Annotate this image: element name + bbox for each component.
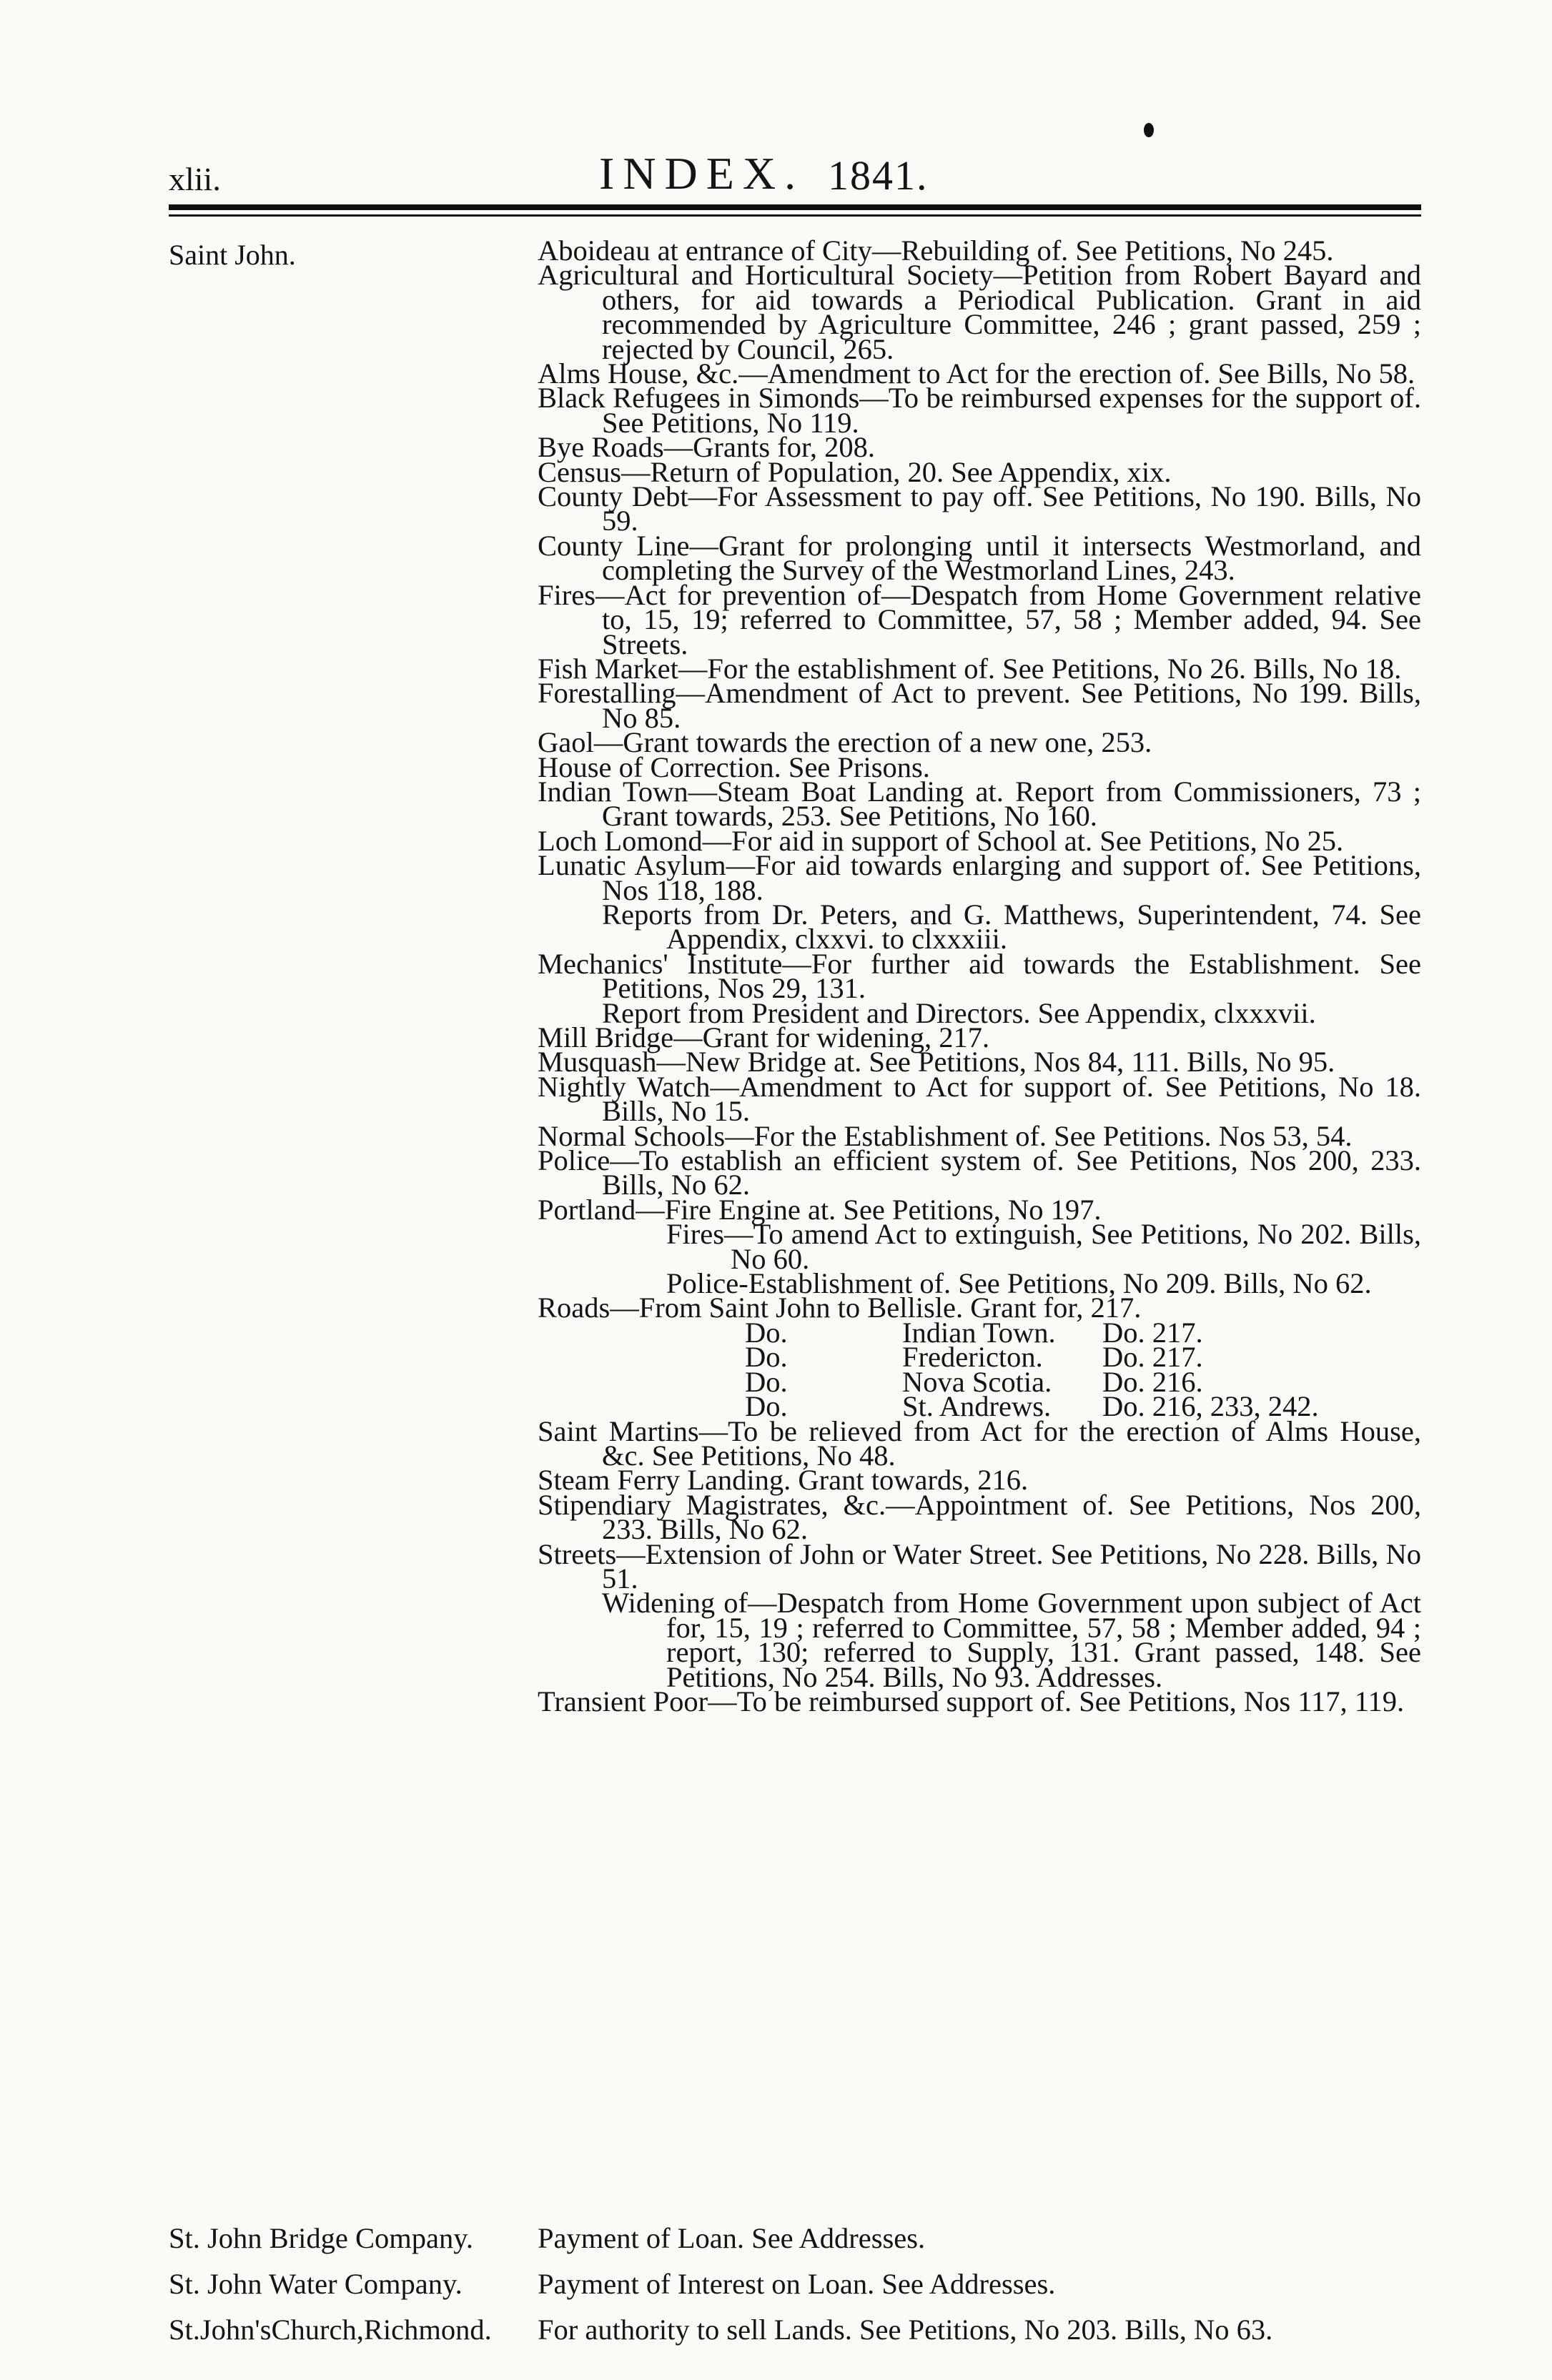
index-subentry: Fires—To amend Act to extinguish, See Petitions, No 202. Bills, No 60. — [666, 1218, 1421, 1275]
page-header — [0, 140, 1552, 197]
ink-spot — [1144, 123, 1154, 137]
company-text: Payment of Interest on Loan. See Addresses. — [538, 2268, 1056, 2300]
roads-place: Indian Town. — [902, 1316, 1056, 1349]
header-rule-thin — [169, 214, 1421, 217]
company-label: St. John Bridge Company. — [169, 2222, 474, 2254]
page-year: 1841. — [828, 152, 929, 199]
index-entry: Aboideau at entrance of City—Rebuilding of. See Petitions, No 245. — [538, 234, 1334, 267]
header-rule-thick — [169, 204, 1421, 210]
index-entry: Normal Schools—For the Establishment of. See Petitions. Nos 53, 54. — [538, 1119, 1353, 1152]
section-heading: Saint John. — [169, 239, 296, 271]
company-text: For authority to sell Lands. See Petitions, No 203. Bills, No 63. — [538, 2314, 1273, 2346]
roads-ref: Do. 217. — [1102, 1316, 1203, 1349]
roads-place: Fredericton. — [902, 1341, 1043, 1374]
roads-ditto: Do. — [745, 1341, 788, 1374]
index-entry: Saint Martins—To be relieved from Act for the erection of Alms House, &c. See Petitions, No 48. — [538, 1414, 1421, 1472]
page-title: INDEX. — [599, 148, 805, 199]
index-entry: Loch Lomond—For aid in support of School at. See Petitions, No 25. — [538, 824, 1344, 857]
index-entry: Bye Roads—Grants for, 208. — [538, 431, 875, 464]
roads-ditto: Do. — [745, 1390, 788, 1423]
index-entry: Streets—Extension of John or Water Street. See Petitions, No 228. Bills, No 51. — [538, 1537, 1421, 1595]
index-entry: Mill Bridge—Grant for widening, 217. — [538, 1021, 990, 1053]
index-entry: Musquash—New Bridge at. See Petitions, Nos 84, 111. Bills, No 95. — [538, 1046, 1335, 1079]
roads-ref: Do. 216, 233, 242. — [1102, 1390, 1319, 1423]
index-entry: Roads—From Saint John to Bellisle. Grant for, 217. — [538, 1291, 1142, 1324]
index-entry: Portland—Fire Engine at. See Petitions, No 197. — [538, 1193, 1102, 1226]
index-subentry: Widening of—Despatch from Home Government upon subject of Act for, 15, 19 ; referred to Committee, 57, 58 ; Member added, 94 ; report, 130; referred to Supply, 131. Grant passed, 148. See Petitions, No 254. Bills, No 93. Addresses. — [602, 1587, 1421, 1693]
index-entry: County Line—Grant for prolonging until it intersects Westmorland, and completing the Survey of the Westmorland Lines, 243. — [538, 529, 1421, 587]
company-label: St. John Water Company. — [169, 2268, 463, 2300]
index-entry: Gaol—Grant towards the erection of a new one, 253. — [538, 726, 1152, 759]
index-entry: Stipendiary Magistrates, &c.—Appointment of. See Petitions, Nos 200, 233. Bills, No 62. — [538, 1488, 1421, 1546]
roads-table — [538, 1316, 1421, 1423]
index-entry: Nightly Watch—Amendment to Act for support of. See Petitions, No 18. Bills, No 15. — [538, 1070, 1421, 1128]
index-entry: Fires—Act for prevention of—Despatch from Home Government relative to, 15, 19; referred to Committee, 57, 58 ; Member added, 94. See Streets. — [538, 578, 1421, 660]
index-entry: Fish Market—For the establishment of. See Petitions, No 26. Bills, No 18. — [538, 652, 1402, 685]
index-entry: Census—Return of Population, 20. See Appendix, xix. — [538, 455, 1172, 488]
company-label: St.John'sChurch,Richmond. — [169, 2314, 492, 2346]
roads-place: St. Andrews. — [902, 1390, 1052, 1423]
roads-place: Nova Scotia. — [902, 1365, 1052, 1398]
index-entry: Black Refugees in Simonds—To be reimbursed expenses for the support of. See Petitions, No 119. — [538, 382, 1421, 439]
index-entry: Police—To establish an efficient system of. See Petitions, Nos 200, 233. Bills, No 62. — [538, 1144, 1421, 1201]
index-entry: Forestalling—Amendment of Act to prevent. See Petitions, No 199. Bills, No 85. — [538, 677, 1421, 734]
index-subentry: Police-Establishment of. See Petitions, No 209. Bills, No 62. — [666, 1267, 1372, 1300]
company-text: Payment of Loan. See Addresses. — [538, 2222, 926, 2254]
index-entry: Mechanics' Institute—For further aid towards the Establishment. See Petitions, Nos 29, 131. — [538, 947, 1421, 1005]
index-entry: House of Correction. See Prisons. — [538, 750, 930, 783]
index-entry: County Debt—For Assessment to pay off. See Petitions, No 190. Bills, No 59. — [538, 480, 1421, 537]
index-entry: Transient Poor—To be reimbursed support of. See Petitions, Nos 117, 119. — [538, 1685, 1405, 1717]
index-subentry: Reports from Dr. Peters, and G. Matthews, Superintendent, 74. See Appendix, clxxvi. to clxxxiii. — [602, 898, 1421, 956]
index-entry: Indian Town—Steam Boat Landing at. Report from Commissioners, 73 ; Grant towards, 253. See Petitions, No 160. — [538, 775, 1421, 833]
index-entry: Agricultural and Horticultural Society—Petition from Robert Bayard and others, for aid towards a Periodical Publication. Grant in aid recommended by Agriculture Committee, 246 ; grant passed, 259 ; rejected by Council, 265. — [538, 259, 1421, 365]
roads-ditto: Do. — [745, 1365, 788, 1398]
roads-ref: Do. 216. — [1102, 1365, 1203, 1398]
index-entry: Alms House, &c.—Amendment to Act for the erection of. See Bills, No 58. — [538, 357, 1415, 390]
roads-ref: Do. 217. — [1102, 1341, 1203, 1374]
index-entries — [538, 234, 1421, 1717]
roads-ditto: Do. — [745, 1316, 788, 1349]
index-entry: Lunatic Asylum—For aid towards enlarging and support of. See Petitions, Nos 118, 188. — [538, 849, 1421, 906]
index-subentry: Report from President and Directors. See Appendix, clxxxvii. — [602, 996, 1316, 1029]
index-entry: Steam Ferry Landing. Grant towards, 216. — [538, 1464, 1029, 1497]
page-number: xlii. — [169, 161, 221, 197]
